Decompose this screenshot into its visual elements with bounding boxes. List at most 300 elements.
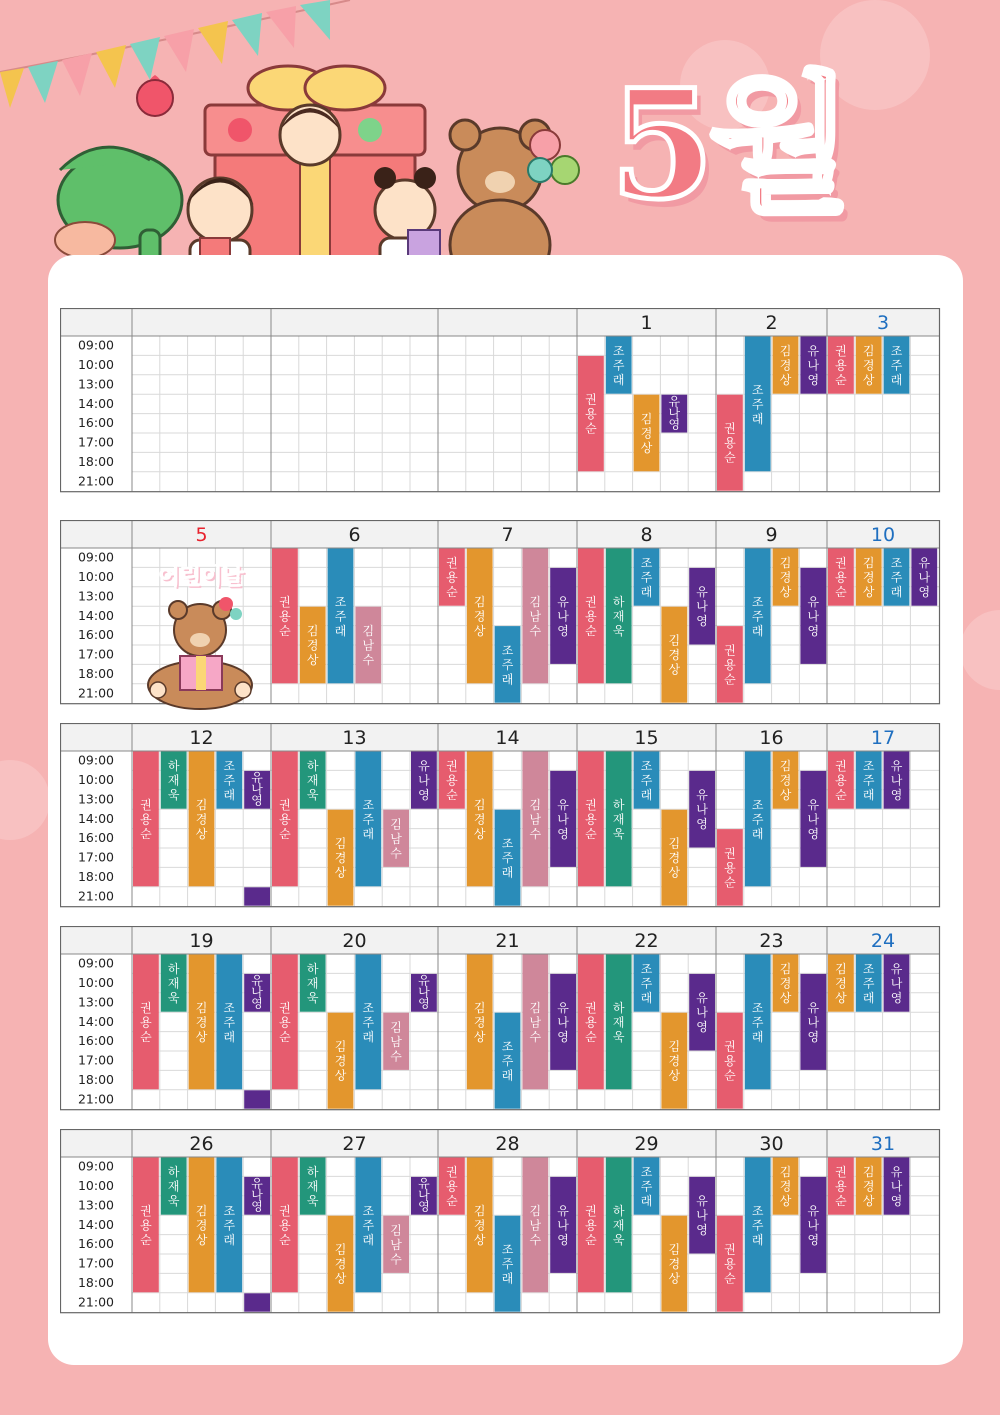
shift-name: 래 xyxy=(751,623,764,638)
shift-name: 권 xyxy=(446,1165,458,1180)
week-block xyxy=(60,308,941,493)
time-label: 16:00 xyxy=(77,415,115,431)
shift-name: 래 xyxy=(640,1194,653,1209)
shift-name: 순 xyxy=(724,1068,736,1083)
shift-name: 재 xyxy=(167,773,180,788)
day-number: 30 xyxy=(759,1133,784,1155)
shift-name: 래 xyxy=(362,826,375,841)
shift-name: 용 xyxy=(835,1179,847,1194)
day-number: 6 xyxy=(348,524,361,546)
time-label: 09:00 xyxy=(77,955,115,971)
shift-name: 김 xyxy=(362,624,375,638)
shift-name: 권 xyxy=(279,1000,291,1015)
shift-name: 순 xyxy=(585,826,597,841)
shift-name: 권 xyxy=(279,1203,291,1218)
shift-name: 영 xyxy=(251,996,263,1011)
shift-name: 나 xyxy=(696,1208,708,1223)
shift-name: 권 xyxy=(724,846,736,861)
shift-name: 유 xyxy=(807,344,820,359)
shift-name: 영 xyxy=(890,991,903,1006)
shift-name: 순 xyxy=(835,373,847,388)
shift-name: 상 xyxy=(473,1232,486,1247)
time-label: 21:00 xyxy=(77,888,115,904)
shift-name: 조 xyxy=(223,1203,236,1218)
shift-name: 권 xyxy=(835,344,847,359)
shift-name: 주 xyxy=(501,851,514,866)
shift-name: 유 xyxy=(251,770,263,785)
shift-name: 용 xyxy=(724,436,736,451)
shift-name: 김 xyxy=(529,1000,542,1015)
shift-name: 욱 xyxy=(306,788,319,803)
shift-name: 나 xyxy=(890,976,903,991)
shift-name: 순 xyxy=(585,421,597,436)
shift-name: 주 xyxy=(223,1218,236,1233)
time-label: 21:00 xyxy=(77,1091,115,1107)
shift-name: 나 xyxy=(696,1005,708,1020)
shift-name: 수 xyxy=(390,1049,402,1064)
shift-name: 용 xyxy=(835,358,847,373)
shift-name: 재 xyxy=(306,976,319,991)
shift-name: 순 xyxy=(724,1271,736,1286)
shift-name: 권 xyxy=(585,1203,597,1218)
shift-name: 조 xyxy=(501,836,514,851)
shift-name: 김 xyxy=(529,797,542,812)
shift-name: 욱 xyxy=(167,788,180,803)
time-label: 17:00 xyxy=(77,434,115,450)
shift-name: 권 xyxy=(835,556,847,571)
shift-name: 영 xyxy=(807,623,820,638)
shift-name: 조 xyxy=(223,1000,236,1015)
shift-name: 경 xyxy=(334,851,347,866)
shift-name: 상 xyxy=(779,1194,792,1209)
shift-name: 재 xyxy=(612,1015,625,1030)
shift-name: 순 xyxy=(585,623,597,638)
shift-name: 유 xyxy=(807,1000,820,1015)
childrens-day-illustration xyxy=(138,560,264,710)
shift-name: 래 xyxy=(223,1232,236,1247)
shift-name: 권 xyxy=(279,797,291,812)
shift-name: 나 xyxy=(807,1218,820,1233)
shift-name: 유 xyxy=(807,1203,820,1218)
shift-name: 조 xyxy=(890,344,903,359)
shift-name: 순 xyxy=(140,1232,152,1247)
shift-name: 욱 xyxy=(167,991,180,1006)
shift-name: 상 xyxy=(668,1068,681,1083)
shift-name: 김 xyxy=(195,1203,208,1218)
shift-name: 상 xyxy=(668,865,681,880)
shift-name: 재 xyxy=(306,773,319,788)
shift-name: 유 xyxy=(557,1000,569,1015)
shift-name: 주 xyxy=(640,1179,653,1194)
shift-name: 경 xyxy=(195,1015,208,1030)
shift-name: 김 xyxy=(390,817,402,832)
shift-name: 경 xyxy=(473,812,486,827)
shift-name: 영 xyxy=(557,1029,569,1044)
shift-name: 김 xyxy=(306,624,319,638)
shift-name: 나 xyxy=(418,773,430,788)
shift-name: 조 xyxy=(862,962,875,977)
shift-name: 경 xyxy=(195,812,208,827)
shift-name: 래 xyxy=(501,672,514,687)
shift-name: 상 xyxy=(334,1068,347,1083)
shift-name: 김 xyxy=(334,1242,347,1257)
shift-name: 나 xyxy=(557,1218,569,1233)
shift-name: 주 xyxy=(640,773,653,788)
shift-name: 래 xyxy=(501,1068,514,1083)
shift-name: 권 xyxy=(835,1165,847,1180)
shift-name: 나 xyxy=(807,609,820,624)
shift-name: 나 xyxy=(668,406,681,421)
shift-name: 욱 xyxy=(612,1232,625,1247)
week-grid xyxy=(60,723,941,908)
shift-name: 주 xyxy=(751,397,764,412)
shift-name: 상 xyxy=(195,1232,208,1247)
day-number: 29 xyxy=(634,1133,659,1155)
shift-name: 조 xyxy=(890,556,903,571)
shift-name: 래 xyxy=(640,585,653,600)
shift-name: 상 xyxy=(473,623,486,638)
shift-name: 하 xyxy=(306,759,319,774)
shift-name: 용 xyxy=(724,1054,736,1069)
shift-name: 영 xyxy=(251,793,263,808)
shift-name: 영 xyxy=(807,1232,820,1247)
shift-name: 권 xyxy=(585,1000,597,1015)
shift-name: 남 xyxy=(390,1237,402,1252)
day-number: 26 xyxy=(189,1133,214,1155)
shift-name: 순 xyxy=(279,1029,291,1044)
shift-name: 상 xyxy=(779,585,792,600)
shift-name: 순 xyxy=(835,1194,847,1209)
background-heart xyxy=(0,760,50,840)
time-label: 17:00 xyxy=(77,1052,115,1068)
shift-name: 욱 xyxy=(306,991,319,1006)
shift-name: 순 xyxy=(446,585,458,600)
shift-name: 래 xyxy=(501,865,514,880)
shift-name: 유 xyxy=(696,1194,708,1209)
childrens-day-label: 어린이날 xyxy=(158,565,244,590)
shift-name: 순 xyxy=(724,450,736,465)
shift-name: 상 xyxy=(306,653,319,667)
day-number: 22 xyxy=(634,930,659,952)
shift-name: 유 xyxy=(251,973,263,988)
shift-name: 경 xyxy=(862,570,875,585)
shift-name: 나 xyxy=(696,802,708,817)
shift-name: 용 xyxy=(446,773,458,788)
shift-name: 주 xyxy=(751,812,764,827)
shift-name: 수 xyxy=(529,1232,542,1247)
shift-name: 래 xyxy=(612,373,625,388)
shift-name: 수 xyxy=(362,653,375,667)
shift-name: 김 xyxy=(473,1203,486,1218)
shift-name: 김 xyxy=(334,1039,347,1054)
shift-name: 유 xyxy=(807,594,820,609)
day-number: 31 xyxy=(870,1133,896,1155)
shift-name: 조 xyxy=(640,556,653,571)
shift-name: 경 xyxy=(779,976,792,991)
time-label: 18:00 xyxy=(77,1274,115,1290)
shift-name: 순 xyxy=(724,672,736,687)
time-label: 13:00 xyxy=(77,376,115,392)
shift-name: 조 xyxy=(751,1203,764,1218)
shift-name: 유 xyxy=(418,973,430,988)
time-label: 10:00 xyxy=(77,974,115,990)
shift-name: 김 xyxy=(529,594,542,609)
shift-name: 용 xyxy=(724,657,736,672)
shift-name: 상 xyxy=(473,1029,486,1044)
shift-name: 김 xyxy=(835,962,847,977)
shift-name: 래 xyxy=(862,991,875,1006)
time-label: 10:00 xyxy=(77,1177,115,1193)
time-label: 14:00 xyxy=(77,1216,115,1232)
shift-name: 유 xyxy=(890,759,903,774)
shift-name: 용 xyxy=(140,1218,152,1233)
shift-name: 권 xyxy=(724,1039,736,1054)
shift-name: 순 xyxy=(140,826,152,841)
time-label: 17:00 xyxy=(77,646,115,662)
time-label: 21:00 xyxy=(77,473,115,489)
day-number: 19 xyxy=(189,930,214,952)
shift-name: 하 xyxy=(167,759,180,774)
shift-name: 주 xyxy=(501,1054,514,1069)
shift-name: 래 xyxy=(751,1232,764,1247)
shift-name: 남 xyxy=(529,609,542,624)
shift-name: 남 xyxy=(529,1015,542,1030)
shift-name: 주 xyxy=(223,1015,236,1030)
shift-name: 순 xyxy=(585,1029,597,1044)
shift-name: 상 xyxy=(668,662,681,677)
shift-name: 래 xyxy=(223,1029,236,1044)
shift-name: 래 xyxy=(362,1232,375,1247)
day-number: 14 xyxy=(495,727,520,749)
shift-name: 순 xyxy=(279,623,291,638)
day-number: 9 xyxy=(765,524,778,546)
shift-name: 수 xyxy=(529,1029,542,1044)
shift-name: 조 xyxy=(751,594,764,609)
shift-name: 용 xyxy=(140,1015,152,1030)
shift-name: 용 xyxy=(279,1218,291,1233)
shift-name: 경 xyxy=(473,609,486,624)
shift-name: 경 xyxy=(640,426,653,441)
shift-name: 상 xyxy=(862,373,875,388)
shift-name: 용 xyxy=(835,570,847,585)
shift-name: 래 xyxy=(334,623,347,638)
shift-name: 주 xyxy=(334,609,347,624)
week-grid xyxy=(60,1129,941,1314)
shift-name: 김 xyxy=(195,1000,208,1015)
time-label: 13:00 xyxy=(77,588,115,604)
shift-name: 용 xyxy=(585,812,597,827)
shift-name: 하 xyxy=(167,962,180,977)
shift-name: 순 xyxy=(585,1232,597,1247)
shift-name: 상 xyxy=(334,1271,347,1286)
day-number: 8 xyxy=(640,524,653,546)
shift-name: 경 xyxy=(334,1257,347,1272)
shift-name: 재 xyxy=(612,812,625,827)
shift-name: 김 xyxy=(668,1242,681,1257)
shift-name: 용 xyxy=(446,1179,458,1194)
shift-name: 권 xyxy=(724,643,736,658)
shift-name: 재 xyxy=(306,1179,319,1194)
shift-name: 영 xyxy=(890,788,903,803)
shift-name: 유 xyxy=(418,1176,430,1191)
time-label: 14:00 xyxy=(77,607,115,623)
shift-name: 래 xyxy=(890,373,903,388)
shift-name: 용 xyxy=(140,812,152,827)
shift-name: 나 xyxy=(251,782,263,797)
shift-name: 조 xyxy=(862,759,875,774)
shift-name: 유 xyxy=(696,585,708,600)
shift-name: 경 xyxy=(779,570,792,585)
day-number: 20 xyxy=(342,930,367,952)
shift-name: 나 xyxy=(418,1188,430,1203)
shift-name: 영 xyxy=(890,1194,903,1209)
shift-name: 영 xyxy=(557,1232,569,1247)
shift-name: 래 xyxy=(751,826,764,841)
shift-block xyxy=(244,1293,270,1311)
shift-name: 주 xyxy=(890,358,903,373)
time-label: 16:00 xyxy=(77,1033,115,1049)
shift-name: 재 xyxy=(612,609,625,624)
shift-name: 순 xyxy=(446,1194,458,1209)
day-number: 10 xyxy=(870,524,896,546)
shift-name: 하 xyxy=(612,1000,625,1015)
shift-name: 래 xyxy=(751,411,764,426)
shift-name: 김 xyxy=(779,556,792,571)
shift-name: 영 xyxy=(557,623,569,638)
shift-name: 용 xyxy=(835,773,847,788)
shift-name: 유 xyxy=(557,797,569,812)
shift-name: 경 xyxy=(779,773,792,788)
shift-name: 영 xyxy=(668,417,681,432)
shift-name: 순 xyxy=(835,585,847,600)
shift-name: 김 xyxy=(473,1000,486,1015)
shift-name: 용 xyxy=(585,1218,597,1233)
shift-name: 영 xyxy=(807,826,820,841)
shift-name: 조 xyxy=(612,344,625,359)
day-number: 7 xyxy=(501,524,514,546)
shift-name: 래 xyxy=(890,585,903,600)
shift-name: 재 xyxy=(167,976,180,991)
time-label: 16:00 xyxy=(77,1236,115,1252)
shift-name: 권 xyxy=(724,421,736,436)
time-label: 16:00 xyxy=(77,830,115,846)
shift-name: 김 xyxy=(668,633,681,648)
shift-name: 래 xyxy=(751,1029,764,1044)
shift-name: 경 xyxy=(668,1054,681,1069)
shift-name: 순 xyxy=(140,1029,152,1044)
shift-name: 김 xyxy=(779,962,792,977)
shift-name: 상 xyxy=(195,826,208,841)
day-number: 16 xyxy=(759,727,784,749)
shift-name: 김 xyxy=(473,594,486,609)
shift-name: 상 xyxy=(779,991,792,1006)
week-grid xyxy=(60,308,941,493)
time-label: 21:00 xyxy=(77,685,115,701)
shift-name: 남 xyxy=(362,638,375,653)
shift-name: 용 xyxy=(279,609,291,624)
shift-name: 하 xyxy=(612,594,625,609)
shift-name: 나 xyxy=(557,812,569,827)
shift-name: 영 xyxy=(418,788,430,803)
shift-name: 유 xyxy=(696,991,708,1006)
day-number: 5 xyxy=(195,524,208,546)
shift-name: 권 xyxy=(446,556,458,571)
day-number: 28 xyxy=(495,1133,520,1155)
day-number: 17 xyxy=(870,727,896,749)
shift-name: 나 xyxy=(807,358,820,373)
shift-name: 재 xyxy=(612,1218,625,1233)
shift-name: 권 xyxy=(585,392,597,407)
time-label: 14:00 xyxy=(77,395,115,411)
shift-name: 하 xyxy=(306,962,319,977)
background-heart xyxy=(960,610,1000,690)
shift-name: 권 xyxy=(724,1242,736,1257)
shift-name: 주 xyxy=(362,812,375,827)
time-label: 18:00 xyxy=(77,868,115,884)
time-label: 10:00 xyxy=(77,568,115,584)
shift-name: 래 xyxy=(223,788,236,803)
shift-name: 경 xyxy=(668,851,681,866)
shift-name: 수 xyxy=(529,623,542,638)
time-label: 18:00 xyxy=(77,665,115,681)
shift-name: 유 xyxy=(557,1203,569,1218)
day-number: 23 xyxy=(759,930,784,952)
shift-name: 주 xyxy=(501,1257,514,1272)
shift-name: 경 xyxy=(306,638,319,653)
shift-name: 유 xyxy=(890,1165,903,1180)
shift-name: 권 xyxy=(140,1000,152,1015)
shift-name: 영 xyxy=(418,1199,430,1214)
shift-name: 상 xyxy=(473,826,486,841)
shift-name: 나 xyxy=(807,812,820,827)
bear-icon xyxy=(138,590,264,710)
shift-name: 권 xyxy=(446,759,458,774)
shift-name: 나 xyxy=(557,609,569,624)
day-number: 2 xyxy=(765,312,778,334)
shift-name: 주 xyxy=(640,976,653,991)
week-block xyxy=(60,926,941,1111)
shift-name: 영 xyxy=(696,1223,708,1238)
shift-block xyxy=(244,1090,270,1108)
shift-name: 경 xyxy=(473,1218,486,1233)
shift-name: 조 xyxy=(751,382,764,397)
shift-block xyxy=(244,887,270,905)
shift-name: 김 xyxy=(779,1165,792,1180)
time-label: 09:00 xyxy=(77,1158,115,1174)
time-label: 18:00 xyxy=(77,1071,115,1087)
shift-name: 상 xyxy=(862,1194,875,1209)
week-block xyxy=(60,1129,941,1314)
shift-name: 욱 xyxy=(612,826,625,841)
shift-name: 유 xyxy=(418,759,430,774)
time-label: 16:00 xyxy=(77,627,115,643)
shift-name: 경 xyxy=(862,358,875,373)
shift-name: 경 xyxy=(668,1257,681,1272)
week-block xyxy=(60,723,941,908)
shift-name: 유 xyxy=(890,962,903,977)
shift-name: 상 xyxy=(779,788,792,803)
shift-name: 조 xyxy=(501,1242,514,1257)
shift-name: 경 xyxy=(779,1179,792,1194)
shift-name: 하 xyxy=(612,1203,625,1218)
shift-name: 주 xyxy=(362,1218,375,1233)
shift-name: 영 xyxy=(807,1029,820,1044)
time-label: 09:00 xyxy=(77,752,115,768)
shift-name: 나 xyxy=(557,1015,569,1030)
shift-name: 유 xyxy=(696,788,708,803)
shift-name: 용 xyxy=(279,1015,291,1030)
shift-name: 권 xyxy=(835,759,847,774)
